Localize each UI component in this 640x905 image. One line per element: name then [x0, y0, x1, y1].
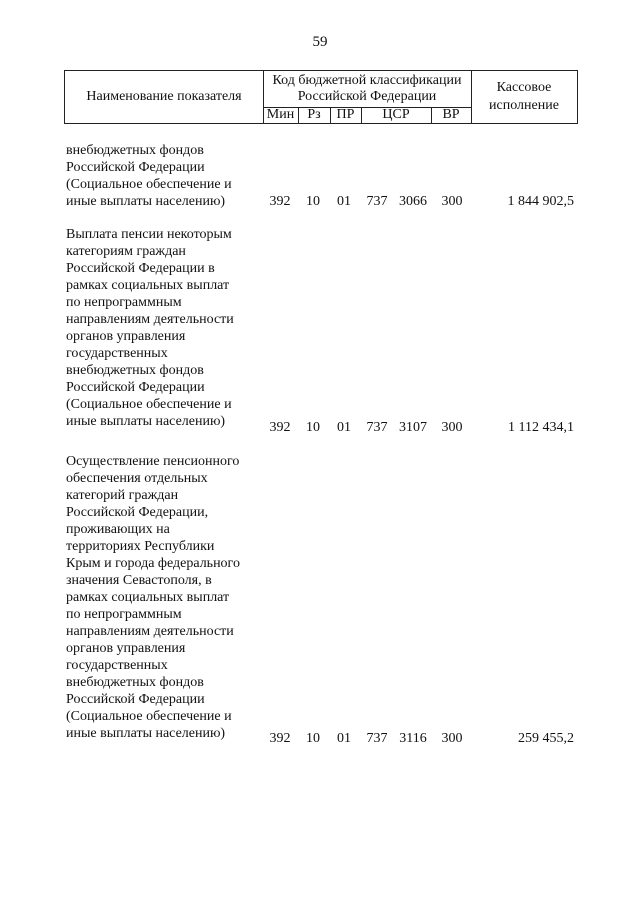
header-min: Мин	[266, 107, 295, 122]
header-amount-line2: исполнение	[489, 98, 559, 113]
row-min: 392	[269, 420, 291, 435]
header-rz: Рз	[307, 107, 321, 122]
row-amount: 1 112 434,1	[508, 420, 574, 435]
row-csr-part2: 3066	[399, 194, 427, 209]
header-vr: ВР	[442, 107, 460, 122]
header-amount-line1: Кассовое	[496, 80, 552, 95]
row-csr-part1: 737	[366, 194, 388, 209]
row-csr-part1: 737	[366, 420, 388, 435]
header-csr: ЦСР	[382, 107, 410, 122]
page-number: 59	[312, 34, 328, 50]
row-min: 392	[269, 194, 291, 209]
header-divider	[471, 71, 472, 123]
row-pr: 01	[337, 731, 351, 746]
row-name: Осуществление пенсионного обеспечения отдельных категорий граждан Российской Федерации, проживающих на территориях Республики Крым и города федерального значения Севастополя, в рамках социальных выплат по непрограммным направлениям деятельности органов управления государственных внебюджетных фондов Российской Федерации (Социальное обеспечение и иные выплаты населению)	[66, 454, 240, 741]
row-name: Выплата пенсии некоторым категориям граждан Российской Федерации в рамках социальных выплат по непрограммным направлениям деятельности органов управления государственных внебюджетных фондов Российской Федерации (Социальное обеспечение и иные выплаты населению)	[66, 227, 234, 429]
row-name: внебюджетных фондов Российской Федерации (Социальное обеспечение и иные выплаты населению)	[66, 143, 232, 209]
row-pr: 01	[337, 194, 351, 209]
row-csr-part2: 3116	[399, 731, 427, 746]
row-min: 392	[269, 731, 291, 746]
header-code-group-line1: Код бюджетной классификации	[272, 73, 462, 88]
row-amount: 259 455,2	[518, 731, 574, 746]
header-name-column: Наименование показателя	[86, 89, 242, 104]
table-header	[64, 70, 578, 124]
row-csr-part2: 3107	[399, 420, 427, 435]
row-rz: 10	[306, 420, 320, 435]
row-csr-part1: 737	[366, 731, 388, 746]
row-rz: 10	[306, 194, 320, 209]
row-vr: 300	[441, 731, 463, 746]
header-code-group-line2: Российской Федерации	[297, 89, 437, 104]
row-vr: 300	[441, 420, 463, 435]
row-rz: 10	[306, 731, 320, 746]
row-pr: 01	[337, 420, 351, 435]
header-pr: ПР	[336, 107, 355, 122]
row-vr: 300	[441, 194, 463, 209]
row-amount: 1 844 902,5	[507, 194, 574, 209]
